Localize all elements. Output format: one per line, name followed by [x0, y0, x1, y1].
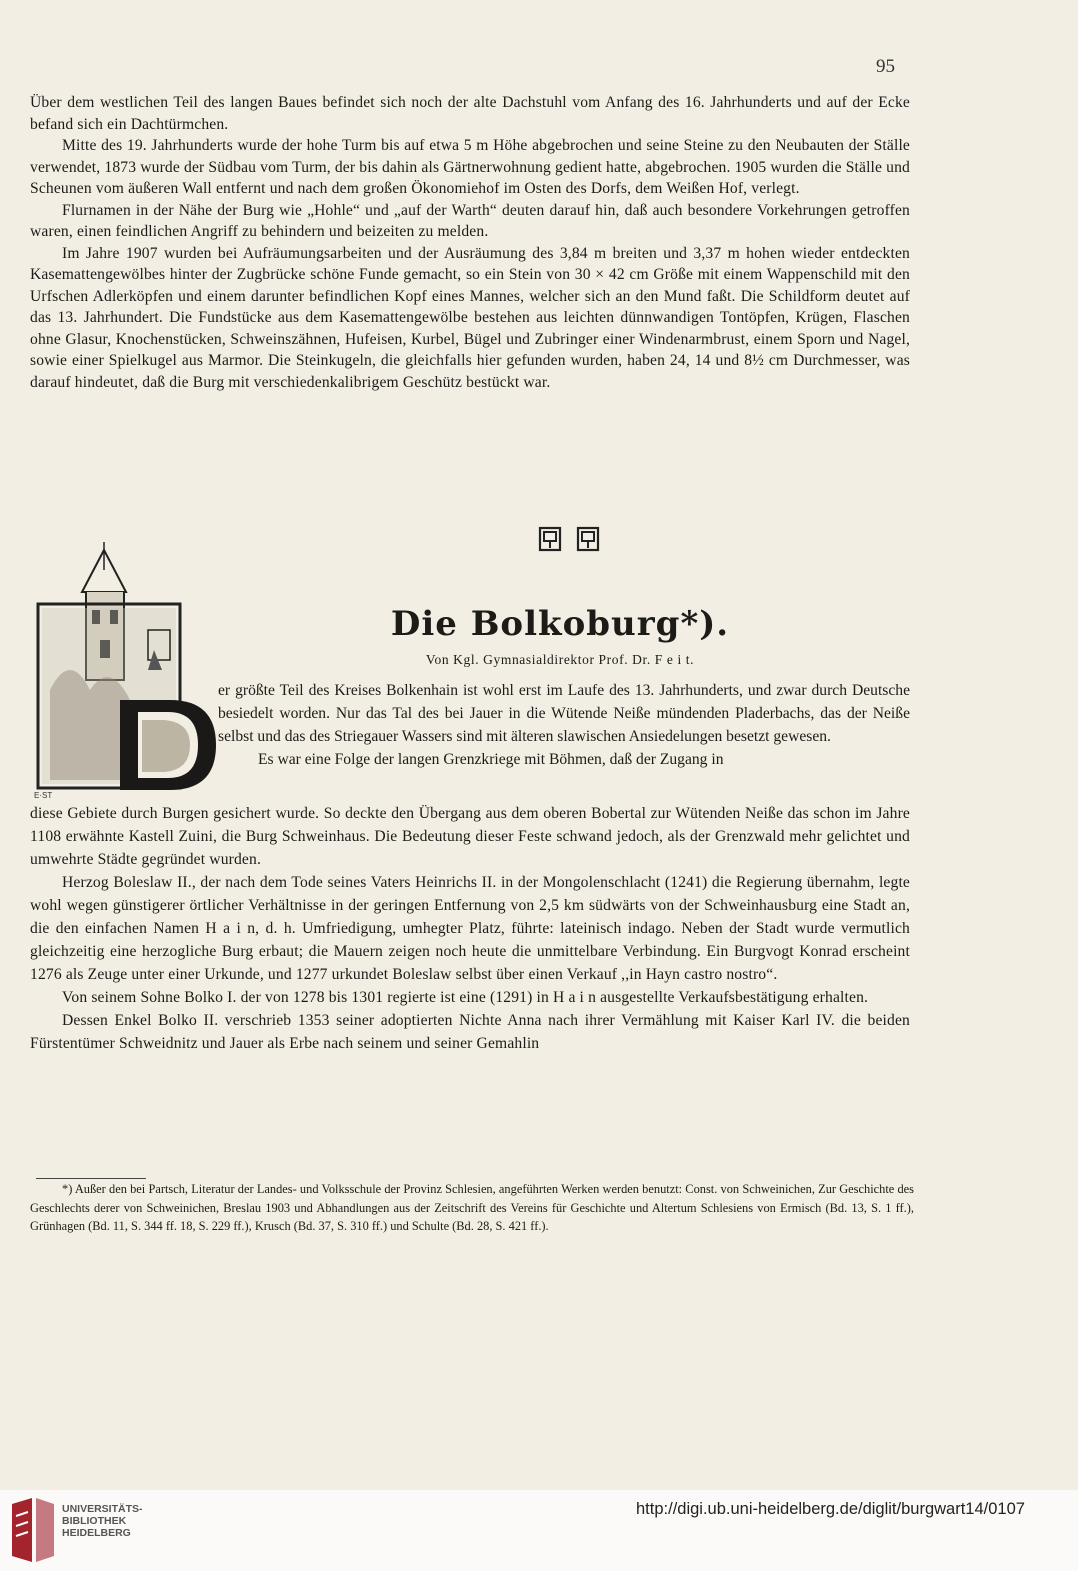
logo-line: UNIVERSITÄTS-	[62, 1503, 143, 1515]
intro-text: er größte Teil des Kreises Bolkenhain ist wohl erst im Laufe des 13. Jahrhunderts, und zwar durch Deutsche besiedelt worden. Nur das Tal des bei Jauer in die Wütende Neiße mündenden Pladerbachs, das der Neiße selbst und das des Striegauer Wassers sind mit älteren slawischen Ansiedelungen besetzt gewesen.	[218, 682, 910, 745]
ornament-icon	[576, 526, 600, 552]
university-logo-text[interactable]	[62, 1503, 202, 1539]
paragraph: Dessen Enkel Bolko II. verschrieb 1353 seiner adoptierten Nichte Anna nach ihrer Vermählung mit Kaiser Karl IV. die beiden Fürstentümer Schweidnitz und Jauer als Erbe nach seinem und seiner Gemahlin	[30, 1012, 910, 1052]
paragraph: Von seinem Sohne Bolko I. der von 1278 bis 1301 regierte ist eine (1291) in H a i n ausgestellte Verkaufsbestätigung erhalten.	[62, 989, 869, 1006]
university-logo-icon[interactable]	[8, 1496, 58, 1566]
initial-signature: E·ST	[34, 791, 53, 800]
article-byline: Von Kgl. Gymnasialdirektor Prof. Dr. F e i t.	[425, 652, 695, 667]
top-text-block	[30, 92, 910, 393]
page-number: 95	[876, 56, 895, 77]
paragraph: Flurnamen in der Nähe der Burg wie „Hohle“ und „auf der Warth“ deuten darauf hin, daß auch besondere Vorkehrungen getroffen waren, einen feindlichen Angriff zu behindern und beizeiten zu melden.	[30, 201, 910, 240]
intro-paragraph-block	[218, 679, 910, 771]
article-body-block	[30, 802, 910, 1055]
article-title: Die Bolkoburg*).	[390, 604, 730, 644]
footnote: *) Außer den bei Partsch, Literatur der Landes- und Volksschule der Provinz Schlesien, angeführten Werken werden benutzt: Const. von Schweinichen, Zur Geschichte des Geschlechts derer von Schweinichen, Breslau 1903 und Abhandlungen aus der Zeitschrift des Vereins für Geschichte und Altertum Schlesiens von Ermisch (Bd. 13, S. 1 ff.), Grünhagen (Bd. 11, S. 344 ff. 18, S. 229 ff.), Krusch (Bd. 37, S. 310 ff.) und Schulte (Bd. 28, S. 421 ff.).	[30, 1182, 914, 1233]
paragraph: Herzog Boleslaw II., der nach dem Tode seines Vaters Heinrichs II. in der Mongolenschlacht (1241) die Regierung übernahm, legte wohl wegen günstigerer örtlicher Verhältnisse in der geringen Entfernung von 2,5 km südwärts von der Schweinhausburg eine Stadt an, die den einfachen Namen H a i n, d. h. Umfriedigung, umhegter Platz, führte: lateinisch indago. Neben der Stadt wurde vermutlich gleichzeitig eine herzogliche Burg erbaut; die Mauern zeigen noch heute die unmittelbare Verbindung. Ein Burgvogt Konrad erscheint 1276 als Zeuge unter einer Urkunde, und 1277 urkundet Boleslaw selbst über einen Verkauf ,,in Hayn castro nostro“.	[30, 874, 910, 983]
logo-line: BIBLIOTHEK	[62, 1515, 127, 1527]
ornament-icon	[538, 526, 562, 552]
decorated-initial-illustration	[30, 540, 218, 802]
section-ornament	[538, 526, 600, 556]
source-url-link[interactable]: http://digi.ub.uni-heidelberg.de/diglit/burgwart14/0107	[636, 1500, 1025, 1518]
intro-continued-text: Es war eine Folge der langen Grenzkriege mit Böhmen, daß der Zugang in	[258, 751, 724, 768]
paragraph: Im Jahre 1907 wurden bei Aufräumungsarbeiten und der Ausräumung des 3,84 m breiten und 3,37 m hohen wieder entdeckten Kasemattengewölbes hinter der Zugbrücke schöne Funde gemacht, so ein Stein von 30 × 42 cm Größe mit einem Wappenschild mit den Urfschen Adlerköpfen und einem darunter befindlichen Kopf eines Mannes, welcher sich an den Mund faßt. Die Schildform deutet auf das 13. Jahrhundert. Die Fundstücke aus dem Kasemattengewölbe bestehen aus leichten dünnwandigen Tontöpfen, Krügen, Flaschen ohne Glasur, Knochenstücken, Schweinszähnen, Hufeisen, Kurbel, Bügel und Zubringer einer Windenarmbrust, einem Sporn und Nagel, sowie einer Spielkugel aus Marmor. Die Steinkugeln, die gleichfalls hier gefunden wurden, haben 24, 14 und 8½ cm Durchmesser, was darauf hindeutet, daß die Burg mit verschiedenkalibrigem Geschütz bestückt war.	[30, 244, 910, 391]
paragraph: Mitte des 19. Jahrhunderts wurde der hohe Turm bis auf etwa 5 m Höhe abgebrochen und seine Steine zu den Neubauten der Ställe verwendet, 1873 wurde der Südbau vom Turm, der bis dahin als Gärtnerwohnung gedient hatte, abgebrochen. 1905 wurden die Ställe und Scheunen vom äußeren Wall entfernt und nach dem großen Ökonomiehof im Osten des Dorfs, dem Weißen Hof, verlegt.	[30, 137, 910, 197]
paragraph: diese Gebiete durch Burgen gesichert wurde. So deckte den Übergang aus dem oberen Bobertal zur Wütenden Neiße das schon im Jahre 1108 erwähnte Kastell Zuini, die Burg Schweinhaus. Die Bedeutung dieser Feste schwand jedoch, als der Grenzwald mehr gelichtet und umwehrte Städte gegründet wurden.	[30, 805, 910, 868]
footnote-separator	[36, 1178, 146, 1179]
paragraph: Über dem westlichen Teil des langen Baues befindet sich noch der alte Dachstuhl vom Anfang des 16. Jahrhunderts und auf der Ecke befand sich ein Dachtürmchen.	[30, 94, 910, 133]
logo-line: HEIDELBERG	[62, 1527, 131, 1539]
